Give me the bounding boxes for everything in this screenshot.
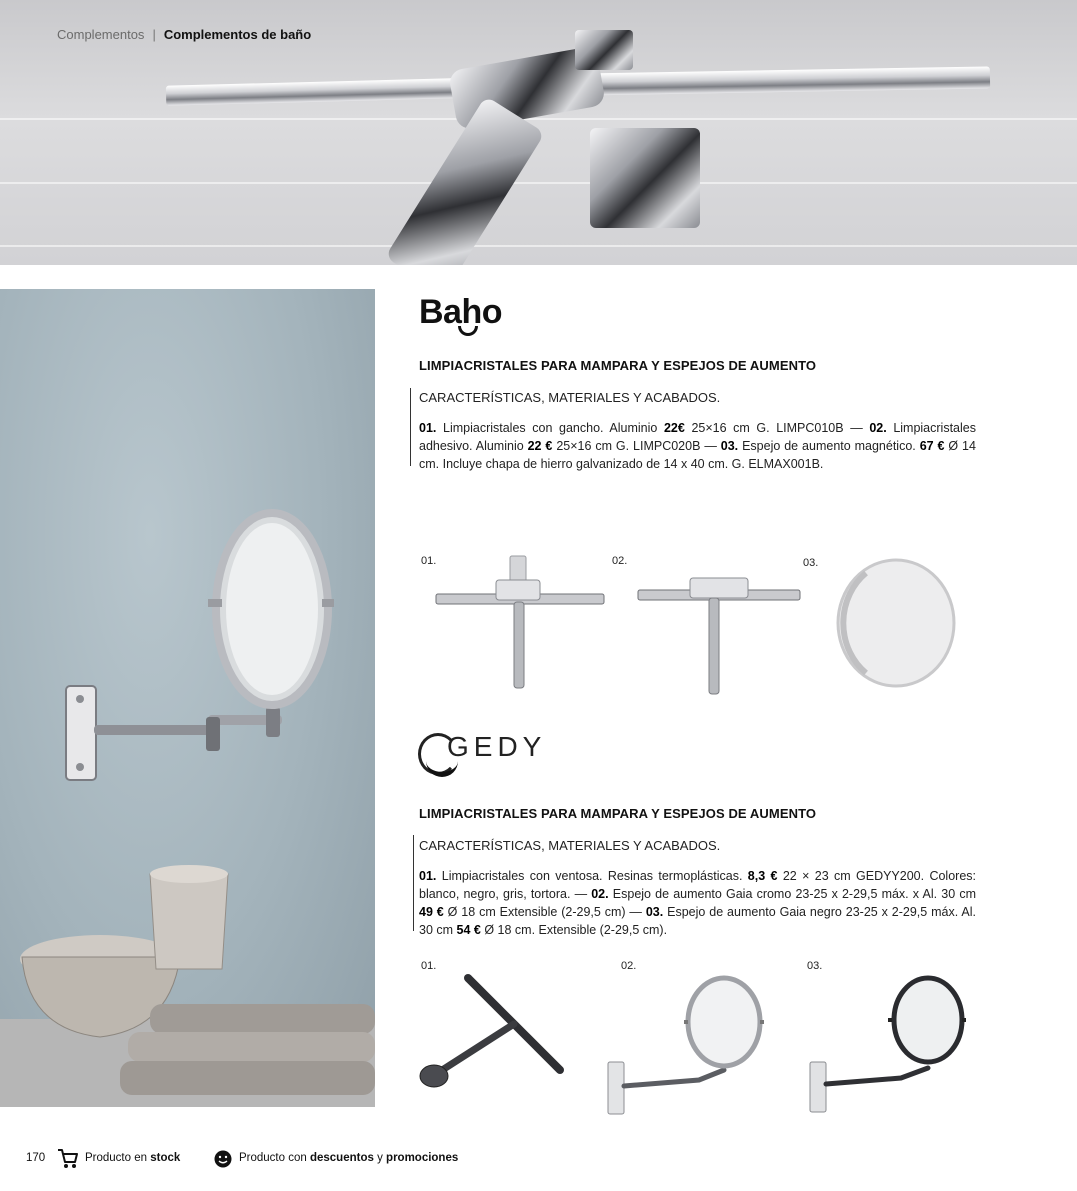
page-number: 170 [26,1152,46,1164]
breadcrumb-current: Complementos de baño [163,27,312,42]
section-title-1: LIMPIACRISTALES PARA MAMPARA Y ESPEJOS DE AUMENTO [419,358,817,373]
product-label: 02. [621,960,637,972]
item-text: Espejo de aumento Gaia cromo 23-25 x 2-29,5 máx. x Al. 30 cm [612,887,976,901]
section-title-2: LIMPIACRISTALES PARA MAMPARA Y ESPEJOS DE AUMENTO [419,806,817,821]
section-subtitle-1: CARACTERÍSTICAS, MATERIALES Y ACABADOS. [419,390,721,405]
item-number: 01. [419,421,437,435]
mirror-scene-illustration [0,289,375,1107]
breadcrumb-separator: | [152,27,156,42]
product-label: 03. [807,960,823,972]
lifestyle-photo [0,289,375,1107]
tile-joint [0,118,1077,120]
section-rule-1 [410,388,411,466]
item-price: 54 € [456,923,481,937]
item-details: Ø 18 cm Extensible (2-29,5 cm) — [447,905,642,919]
item-number: 02. [869,421,887,435]
product-label: 01. [421,555,437,567]
item-details: Ø 18 cm. Extensible (2-29,5 cm). [484,923,668,937]
legend-promo-bold-2: promociones [386,1152,459,1164]
section-subtitle-2: CARACTERÍSTICAS, MATERIALES Y ACABADOS. [419,838,721,853]
squeegee-blade-right [580,66,990,95]
legend-promo-prefix: Producto con [239,1152,307,1164]
legend-promotions [239,1152,458,1164]
item-details: Ø 14 cm. Incluye chapa de hierro galvanizado de 14 x 40 cm. G. ELMAX001B. [419,439,976,471]
legend-stock-prefix: Producto en [85,1152,148,1164]
breadcrumb [57,27,311,42]
tile-joint [0,245,1077,247]
brand-logo-baho: Baho [419,293,502,331]
product-label: 02. [612,555,628,567]
product-image-squeegee-adhesive [632,570,807,700]
breadcrumb-section[interactable]: Complementos [57,27,145,42]
item-price: 22 € [527,439,553,453]
product-image-gaia-chrome-mirror [604,974,769,1119]
item-text: Limpiacristales con gancho. Aluminio [443,421,658,435]
item-price: 8,3 € [747,869,778,883]
item-text: Limpiacristales con ventosa. Resinas termoplásticas. [441,869,743,883]
cart-icon [57,1148,79,1170]
item-text: Limpiacristales adhesivo. Aluminio [419,421,976,453]
item-number: 01. [419,869,437,883]
product-image-gaia-black-mirror [806,974,971,1119]
hook-bracket-bottom [590,128,700,228]
product-label: 01. [421,960,437,972]
item-text: Espejo de aumento Gaia negro 23-25 x 2-29,5 máx. Al. 30 cm [419,905,976,937]
product-description-1 [419,419,976,473]
item-price: 67 € [919,439,945,453]
tile-joint [0,182,1077,184]
item-details: 22 × 23 cm GEDYY200. Colores: blanco, negro, gris, tortora. — [419,869,976,901]
legend-promo-bold-1: descuentos [309,1152,374,1164]
item-text: Espejo de aumento magnético. [742,439,916,453]
item-number: 02. [591,887,609,901]
product-image-suction-squeegee [410,970,570,1100]
legend-stock [85,1152,180,1164]
brand-logo-gedy: GEDY [447,731,547,762]
item-price: 49 € [419,905,444,919]
item-number: 03. [720,439,739,453]
product-image-magnetic-mirror [836,558,960,688]
legend-promo-mid: y [377,1152,383,1164]
legend-stock-bold: stock [150,1152,181,1164]
item-number: 03. [645,905,664,919]
baho-smile-mark [458,326,478,336]
item-details: 25×16 cm G. LIMPC020B — [556,439,717,453]
smiley-icon [214,1150,232,1168]
hook-bracket-top [575,30,633,70]
product-label: 03. [803,557,819,569]
product-description-2 [419,867,976,939]
section-rule-2 [413,835,414,931]
product-image-squeegee-hook [430,552,610,697]
item-details: 25×16 cm G. LIMPC010B — [691,421,863,435]
item-price: 22€ [663,421,685,435]
